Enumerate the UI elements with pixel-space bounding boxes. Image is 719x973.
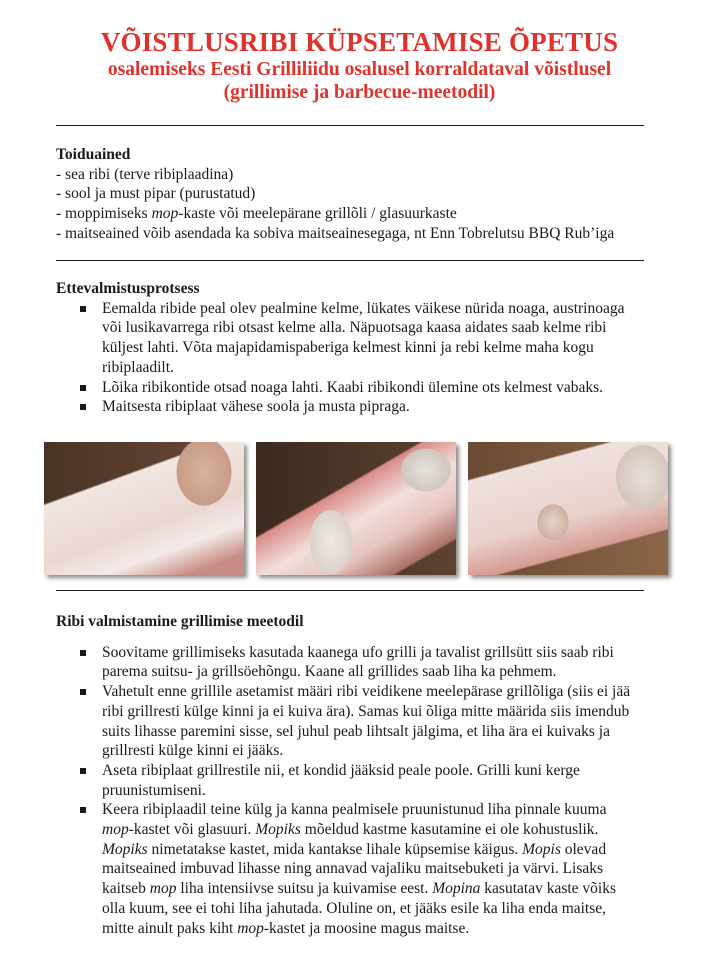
bullet-marker [80,650,86,656]
bullet-line: Lõika ribikontide otsad noaga lahti. Kaabi ribikondi ülemine ots kelmest vabaks. [102,378,604,396]
page-subtitle-line1: osalemiseks Eesti Grilliliidu osalusel korraldataval võistlusel [107,59,612,80]
ingredient-item: - sool ja must pipar (purustatud) [56,185,256,203]
bullet-line: Maitsesta ribiplaat vähese soola ja musta pipraga. [102,398,410,416]
grilling-bullet [56,761,656,800]
bullet-line: parema suitsu- ja grillsöehõngu. Kaane all grillides saab liha ka pehmem. [102,663,557,681]
bullet-line: pruunistumiseni. [102,781,206,799]
grilling-heading: Ribi valmistamine grillimise meetodil [56,613,304,630]
bullet-line: maitseained imbuvad lihasse ning annavad vajaliku maitsebuketi ja värvi. Lisaks [102,860,604,878]
page-title: VÕISTLUSRIBI KÜPSETAMISE ÕPETUS [100,27,619,57]
bullet-line: kaitseb mop liha intensiivse suitsu ja kuivamise eest. Mopina kasutatav kaste võiks [102,880,617,898]
preparation-bullet [56,378,656,398]
preparation-bullet [56,299,656,378]
ingredients-heading: Toiduained [56,146,131,163]
divider-ingredients [56,260,644,261]
bullet-marker [80,807,86,813]
preparation-heading: Ettevalmistusprotsess [56,280,200,297]
ingredient-item: - sea ribi (terve ribiplaadina) [56,165,234,183]
ingredient-item: - moppimiseks mop-kaste või meelepärane grillõli / glasuurkaste [56,205,457,223]
grilling-bullet [56,643,656,682]
bullet-line: või lusikavarrega ribi otsast kelme alla. Näpuotsaga kaasa aidates saab kelme ribi [102,319,607,337]
bullet-line: Mopiks nimetatakse kastet, mida kantakse lihale küpsemise käigus. Mopis olevad [102,840,607,858]
grilling-bullet [56,682,656,761]
bullet-marker [80,385,86,391]
ingredients-section [56,145,656,244]
preparation-list [56,299,656,417]
preparation-bullet [56,397,656,417]
photo-peeling-membrane [256,442,456,575]
bullet-marker [80,306,86,312]
bullet-line: Eemalda ribide peal olev pealmine kelme, lükates väikese nürida noaga, austrinoaga [102,299,625,317]
grilling-bullet [56,800,656,938]
bullet-line: ribiplaadilt. [102,358,174,376]
divider-top [56,125,644,126]
ingredient-item: - maitseained võib asendada ka sobiva maitseainesegaga, nt Enn Tobrelutsu BBQ Rub’iga [56,224,615,242]
bullet-line: Vahetult enne grillile asetamist määri ribi veidikene meelepärase grillõliga (siis ei jää [102,683,631,701]
bullet-marker [80,689,86,695]
grilling-list [56,643,656,939]
bullet-marker [80,404,86,410]
photo-cutting-ribs [468,442,668,575]
bullet-line: suits lihasse paremini sisse, sel juhul peab lihtsalt jälgima, et liha ära ei kuivaks ja [102,722,610,740]
bullet-line: Aseta ribiplaat grillrestile nii, et kondid jääksid peale poole. Grilli kuni kerge [102,761,580,779]
bullet-line: Keera ribiplaadil teine külg ja kanna pealmisele pruunistunud liha pinnale kuuma [102,801,607,819]
bullet-line: mop-kastet või glasuuri. Mopiks mõeldud kastme kasutamine ei ole kohustuslik. [102,821,599,839]
grilling-section [56,612,656,938]
photo-removing-membrane [44,442,244,575]
bullet-line: grillresti külge kinni ei jääks. [102,742,284,760]
divider-photos [56,590,644,591]
bullet-line: mitte ainult paks kiht mop-kastet ja moosine magus maitse. [102,919,470,937]
bullet-line: olla kuum, see ei tohi liha jahutada. Oluline on, et jääks esile ka liha enda maitse, [102,899,607,917]
bullet-line: küljest lahti. Võta majapidamispaberiga kelmest kinni ja rebi kelme maha kogu [102,339,594,357]
page-subtitle-line2: (grillimise ja barbecue-meetodil) [223,82,496,103]
preparation-section [56,279,656,417]
bullet-marker [80,768,86,774]
bullet-line: ribi grillresti külge kinni ja ei kuiva ära). Samas kui õliga mitte määrida siis imendub [102,702,630,720]
bullet-line: Soovitame grillimiseks kasutada kaanega ufo grilli ja tavalist grillsütt siis saab ribi [102,643,614,661]
